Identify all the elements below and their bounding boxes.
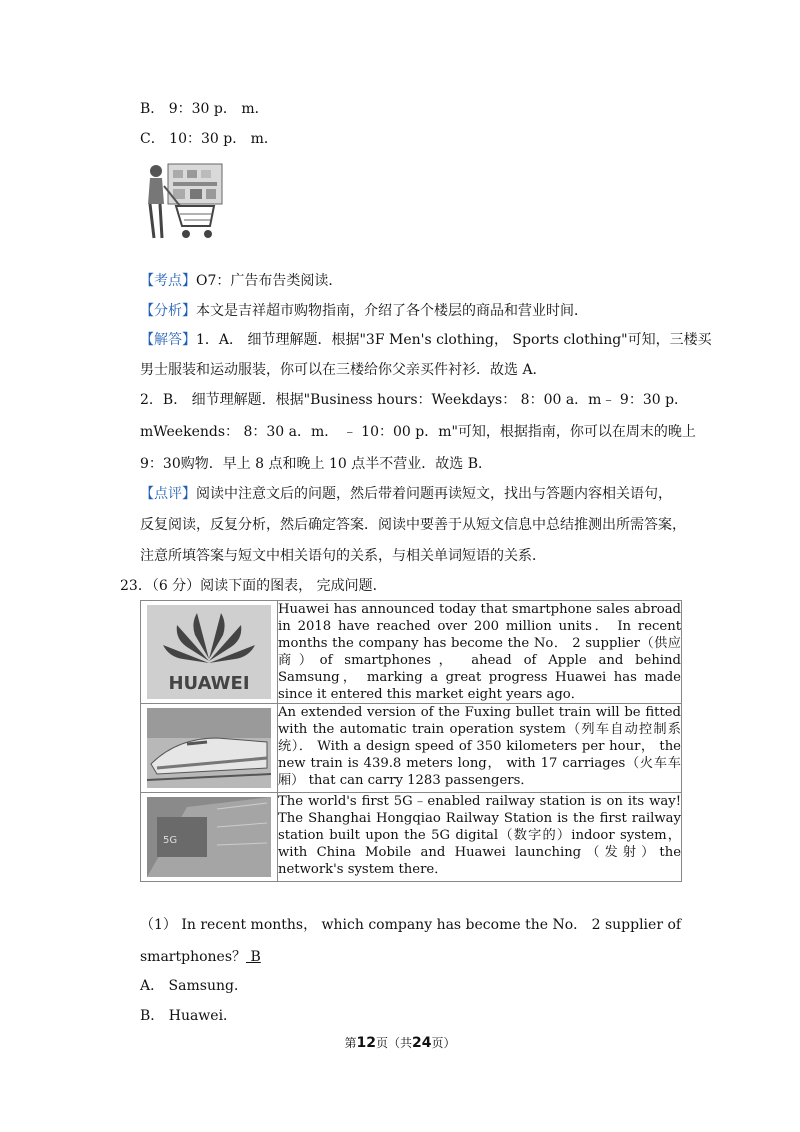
jieda-line-4: mWeekends： 8：30 a．m． ﹣ 10：00 p．m"可知，根据指南，你可以在周末的晚上 <box>140 424 696 440</box>
fenxi-line <box>140 302 588 320</box>
fenxi-tag: 【分析】 <box>140 303 196 319</box>
sub-question-1-line-2 <box>140 948 261 966</box>
jieda-line-3: 2．B． 细节理解题．根据"Business hours：Weekdays： 8：00 a．m﹣ 9：30 p． <box>140 392 689 408</box>
dianping-text-1: 阅读中注意文后的问题，然后带着问题再读短文，找出与答题内容相关语句， <box>196 486 672 502</box>
footer-suffix: 页） <box>431 1036 456 1050</box>
footer-prefix: 第 <box>344 1036 357 1050</box>
image-cell <box>141 601 278 704</box>
jieda-line-2: 男士服装和运动服装，你可以在三楼给你父亲买件衬衫．故选 A． <box>140 362 547 378</box>
image-cell <box>141 793 278 882</box>
option-c-time: C． 10：30 p． m． <box>140 131 278 147</box>
option-b-time: B． 9：30 p． m． <box>140 101 269 117</box>
table-row <box>141 601 682 704</box>
question-23-title: 23．（6 分）阅读下面的图表， 完成问题． <box>120 578 387 594</box>
dianping-tag: 【点评】 <box>140 486 196 502</box>
kaodian-line <box>140 272 342 290</box>
passage-text: The world's first 5G﹣enabled railway station is on its way! The Shanghai Hongqiao Railway Station is the first railway station built upon the 5G digital（数字的）indoor system， with China Mobile and Huawei launching（发射）the network's system there． <box>278 793 682 882</box>
option-a: A． Samsung． <box>140 978 248 994</box>
passage-text: An extended version of the Fuxing bullet train will be fitted with the automatic train operation system（列车自动控制系统）． With a design speed of 350 kilometers per hour， the new train is 439.8 meters long， with 17 carriages（火车车厢） that can carry 1283 passengers． <box>278 704 682 793</box>
huawei-logo-image <box>141 605 277 699</box>
page-number: 12 <box>356 1035 376 1051</box>
huawei-logo-text: HUAWEI <box>168 673 250 694</box>
footer-middle: 页（共 <box>375 1036 412 1050</box>
table-row <box>141 793 682 882</box>
jieda-line-1 <box>140 331 712 349</box>
kaodian-text: O7：广告布告类阅读． <box>196 273 343 289</box>
sub-question-1-line-1: （1） In recent months， which company has become the No． 2 supplier of <box>140 917 682 933</box>
jieda-tag: 【解答】 <box>140 332 196 348</box>
option-b: B． Huawei． <box>140 1008 238 1024</box>
dianping-line-1 <box>140 485 672 503</box>
jieda-text-1: 1．A． 细节理解题．根据"3F Men's clothing， Sports clothing"可知，三楼买 <box>196 332 712 348</box>
kaodian-tag: 【考点】 <box>140 273 196 289</box>
svg-text:5G: 5G <box>163 835 178 846</box>
image-cell <box>141 704 278 793</box>
reading-table <box>140 600 682 882</box>
jieda-line-5: 9：30购物．早上 8 点和晚上 10 点半不营业．故选 B． <box>140 456 492 472</box>
dianping-line-2: 反复阅读，反复分析，然后确定答案．阅读中要善于从短文信息中总结推测出所需答案， <box>140 517 686 533</box>
table-row <box>141 704 682 793</box>
page-footer <box>0 1034 800 1051</box>
woman-shopping-cart-illustration <box>140 160 226 242</box>
dianping-line-3: 注意所填答案与短文中相关语句的关系，与相关单词短语的关系． <box>140 548 546 564</box>
total-pages: 24 <box>412 1035 432 1051</box>
sub-question-1-prefix: smartphones？ <box>140 949 247 965</box>
bullet-train-image <box>141 708 277 788</box>
fenxi-text: 本文是吉祥超市购物指南，介绍了各个楼层的商品和营业时间． <box>196 303 588 319</box>
5g-station-image <box>141 797 277 877</box>
passage-text: Huawei has announced today that smartphone sales abroad in 2018 have reached over 200 million units． In recent months the company has become the No． 2 supplier（供应商）of smartphones， ahead of Apple and behind Samsung， marking a great progress Huawei has made since it entered this market eight years ago． <box>278 602 681 702</box>
answer-blank: B <box>246 949 261 965</box>
